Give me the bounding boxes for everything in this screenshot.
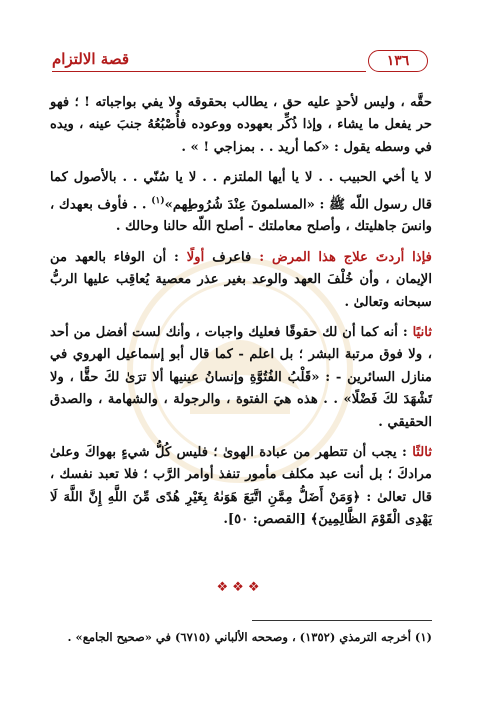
hadith-quote: «المسلمونَ عِنْدَ شُرُوطِهم» (164, 197, 315, 213)
page-header (52, 46, 428, 74)
paragraph-2 (50, 167, 432, 239)
paragraph-3 (50, 247, 432, 314)
footnote-reference[interactable]: (١) (151, 195, 165, 206)
paragraph-1 (50, 92, 432, 159)
quran-verse: ﴿وَمَنْ أَضَلُّ مِمَّنِ اتَّبَعَ هَوَىٰهُ بِغَيْرِ هُدًى مِّنَ اللَّهِ إِنَّ اللَّهَ لَا يَهْدِى الْقَوْمَ الظَّالِمِينَ﴾ (50, 489, 432, 528)
body-text (50, 92, 432, 540)
ordinal-second: ثانيًا (412, 325, 432, 341)
paragraph-text: حقَّه ، وليس لأحدٍ عليه حق ، يطالب بحقوقه ولا يفي بواجباته ! ؛ فهو حر يفعل ما يشاء ، وإذا ذُكِّر بعهوده ووعوده فأُصْبُعُهُ جنبَ عينه ، ويده في وسطه يقول : «كما أريد . . بمزاجي ! » . (50, 95, 432, 155)
ordinal-first: أولًا (186, 249, 205, 265)
ordinal-third: ثالثًا (412, 445, 432, 461)
paragraph-text: : يجب أن تتطهر من عبادة الهوىٰ ؛ فليس كُلُّ شيءٍ بهواكَ وعلىٰ مرادكَ ؛ بل أنت عبد مكلف مأمور تنفذ أوامر الرَّب ؛ فلا تعبد نفسك ، قال تعالىٰ : (50, 445, 433, 505)
paragraph-text: : أن الوفاء بالعهد من الإيمان ، وأن خُلْفَ العهد والوعد بغير عذر معصية يُعاقِب عليها الربُّ سبحانه وتعالىٰ . (50, 249, 432, 310)
header-rule (52, 71, 366, 72)
section-ornament: ❖❖❖ (216, 580, 264, 595)
paragraph-text: فاعرف (204, 249, 260, 265)
section-lead: فإذا أردتَ علاج هذا المرض : (259, 249, 432, 265)
paragraph-text: . . فأوف بعهدك ، وانسَ جاهليتك ، وأصلح معاملتك - أصلح اللّه حالنا وحالك . (50, 197, 432, 235)
paragraph-text: لا يا أخي الحبيب . . لا يا أيها الملتزم . . لا يا سُنّي . . بالأصول كما قال رسول اللّه ﷺ : (50, 170, 432, 213)
verse-citation: [القصص: ٥٠]. (223, 512, 311, 528)
paragraph-text: : أنه كما أن لك حقوقًا فعليك واجبات ، وأنك لست أفضل من أحد ، ولا فوق مرتبة البشر ؛ بل اعلم - كما قال أبو إسماعيل الهروي في منازل السائرين - : «قَلْبُ الفُتُوَّةِ وإنسانُ عينيها ألا ترَىٰ لكَ حقًّا ، ولا تَشْهَدَ لكَ فَضْلًا» . . هذه هيَ الفتوة ، والرجولة ، والشهامة ، والصدق الحقيقي . (50, 325, 432, 430)
paragraph-5 (50, 442, 432, 532)
page-number: ١٣٦ (368, 50, 428, 72)
footnote: (١) أخرجه الترمذي (١٣٥٢) ، وصححه الألباني (٦٧١٥) في «صحيح الجامع» . (67, 630, 432, 644)
book-title: قصة الالتزام (52, 50, 129, 68)
paragraph-4 (50, 322, 432, 434)
footnote-rule (252, 620, 432, 621)
